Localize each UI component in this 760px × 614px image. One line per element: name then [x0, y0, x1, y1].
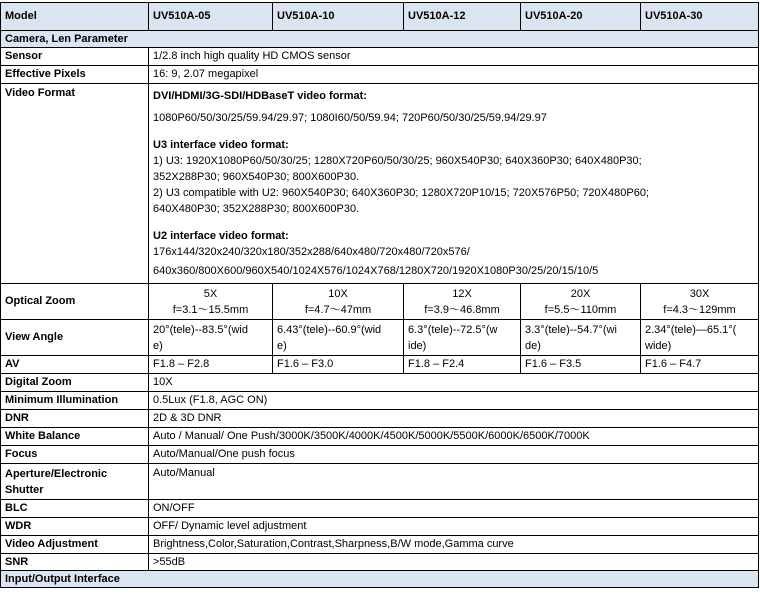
focal-length: f=5.5～110mm	[544, 303, 617, 316]
row-aperture-shutter	[1, 464, 759, 500]
focal-length: f=4.3～129mm	[663, 303, 736, 316]
pixels-label: Effective Pixels	[1, 66, 149, 84]
row-focus	[1, 446, 759, 464]
snr-value: >55dB	[149, 554, 759, 571]
digital-zoom-label: Digital Zoom	[1, 374, 149, 392]
view-angle-cell	[404, 320, 521, 356]
header-model: Model	[1, 3, 149, 31]
u3-format-line: 640X480P30; 352X288P30; 800X600P30.	[153, 203, 360, 215]
section-io-title: Input/Output Interface	[1, 571, 759, 588]
row-blc	[1, 500, 759, 518]
dnr-label: DNR	[1, 410, 149, 428]
row-digital-zoom	[1, 374, 759, 392]
spec-table	[0, 2, 759, 588]
sensor-value: 1/2.8 inch high quality HD CMOS sensor	[149, 48, 759, 66]
dvi-format-value: 1080P60/50/30/25/59.94/29.97; 1080I60/50/59.94; 720P60/50/30/25/59.94/29.97	[153, 112, 547, 124]
header-uv510a-10: UV510A-10	[273, 3, 404, 31]
aperture-label-line: Shutter	[5, 483, 44, 496]
view-angle-cell	[149, 320, 273, 356]
u2-format-line: 176x144/320x240/320x180/352x288/640x480/720x480/720x576/	[153, 246, 470, 258]
view-angle-line: 2.34°(tele)—65.1°(	[645, 323, 737, 336]
blc-label: BLC	[1, 500, 149, 518]
row-wdr	[1, 518, 759, 536]
section-camera-row	[1, 31, 759, 48]
u3-format-line: 2) U3 compatible with U2: 960X540P30; 640X360P30; 1280X720P10/15; 720X576P50; 720X480P60;	[153, 187, 649, 199]
view-angle-cell	[641, 320, 759, 356]
row-effective-pixels	[1, 66, 759, 84]
zoom-factor: 12X	[452, 287, 472, 300]
min-illum-label: Minimum Illumination	[1, 392, 149, 410]
header-uv510a-30: UV510A-30	[641, 3, 759, 31]
optical-zoom-cell	[149, 284, 273, 320]
u3-format-line: 1) U3: 1920X1080P60/50/30/25; 1280X720P60/50/30/25; 960X540P30; 640X360P30; 640X480P30;	[153, 155, 642, 167]
optical-zoom-cell	[641, 284, 759, 320]
sensor-label: Sensor	[1, 48, 149, 66]
pixels-value: 16: 9, 2.07 megapixel	[149, 66, 759, 84]
focal-length: f=3.9～46.8mm	[424, 303, 500, 316]
row-view-angle	[1, 320, 759, 356]
optical-zoom-cell	[273, 284, 404, 320]
dvi-format-title: DVI/HDMI/3G-SDI/HDBaseT video format:	[153, 90, 367, 102]
u2-format-line: 640x360/800X600/960X540/1024X576/1024X768/1280X720/1920X1080P30/25/20/15/10/5	[153, 265, 599, 277]
focal-length: f=3.1～15.5mm	[172, 303, 249, 316]
aperture-label-line: Aperture/Electronic	[5, 467, 108, 480]
av-value: F1.8 – F2.4	[404, 356, 521, 374]
blc-value: ON/OFF	[149, 500, 759, 518]
view-angle-line: 20°(tele)--83.5°(wid	[153, 323, 248, 336]
row-av	[1, 356, 759, 374]
view-angle-line: e)	[153, 339, 163, 352]
video-adj-value: Brightness,Color,Saturation,Contrast,Sharpness,B/W mode,Gamma curve	[149, 536, 759, 554]
view-angle-label: View Angle	[1, 320, 149, 356]
header-row	[1, 3, 759, 31]
row-snr	[1, 554, 759, 571]
view-angle-line: de)	[525, 339, 541, 352]
optical-zoom-cell	[404, 284, 521, 320]
row-dnr	[1, 410, 759, 428]
u3-format-line: 352X288P30; 960X540P30; 800X600P30.	[153, 171, 360, 183]
view-angle-cell	[273, 320, 404, 356]
av-value: F1.6 – F3.0	[273, 356, 404, 374]
view-angle-line: e)	[277, 339, 287, 352]
view-angle-line: 3.3°(tele)--54.7°(wi	[525, 323, 617, 336]
av-value: F1.8 – F2.8	[149, 356, 273, 374]
row-video-adjustment	[1, 536, 759, 554]
white-balance-value: Auto / Manual/ One Push/3000K/3500K/4000K/4500K/5000K/5500K/6000K/6500K/7000K	[149, 428, 759, 446]
zoom-factor: 20X	[570, 287, 591, 300]
wdr-value: OFF/ Dynamic level adjustment	[149, 518, 759, 536]
view-angle-line: wide)	[645, 339, 672, 352]
min-illum-value: 0.5Lux (F1.8, AGC ON)	[149, 392, 759, 410]
section-io-row	[1, 571, 759, 588]
row-video-format	[1, 84, 759, 284]
view-angle-cell	[521, 320, 641, 356]
snr-label: SNR	[1, 554, 149, 571]
view-angle-line: 6.3°(tele)--72.5°(w	[408, 323, 498, 336]
row-optical-zoom	[1, 284, 759, 320]
focal-length: f=4.7～47mm	[304, 303, 372, 316]
header-uv510a-12: UV510A-12	[404, 3, 521, 31]
u3-format-title: U3 interface video format:	[153, 139, 289, 151]
digital-zoom-value: 10X	[149, 374, 759, 392]
row-min-illumination	[1, 392, 759, 410]
aperture-value: Auto/Manual	[149, 464, 759, 500]
focus-value: Auto/Manual/One push focus	[149, 446, 759, 464]
view-angle-line: ide)	[408, 339, 427, 352]
zoom-factor: 10X	[328, 287, 348, 300]
av-label: AV	[1, 356, 149, 374]
zoom-factor: 5X	[203, 287, 218, 300]
video-adj-label: Video Adjustment	[1, 536, 149, 554]
focus-label: Focus	[1, 446, 149, 464]
view-angle-line: 6.43°(tele)--60.9°(wid	[277, 323, 382, 336]
wdr-label: WDR	[1, 518, 149, 536]
row-sensor	[1, 48, 759, 66]
u2-format-title: U2 interface video format:	[153, 230, 289, 242]
av-value: F1.6 – F3.5	[521, 356, 641, 374]
video-format-label: Video Format	[1, 84, 149, 284]
row-white-balance	[1, 428, 759, 446]
video-format-value	[149, 84, 759, 284]
dnr-value: 2D & 3D DNR	[149, 410, 759, 428]
zoom-factor: 30X	[689, 287, 710, 300]
optical-zoom-label: Optical Zoom	[1, 284, 149, 320]
optical-zoom-cell	[521, 284, 641, 320]
section-camera-title: Camera, Len Parameter	[1, 31, 759, 48]
white-balance-label: White Balance	[1, 428, 149, 446]
aperture-label	[1, 464, 149, 500]
av-value: F1.6 – F4.7	[641, 356, 759, 374]
header-uv510a-20: UV510A-20	[521, 3, 641, 31]
header-uv510a-05: UV510A-05	[149, 3, 273, 31]
